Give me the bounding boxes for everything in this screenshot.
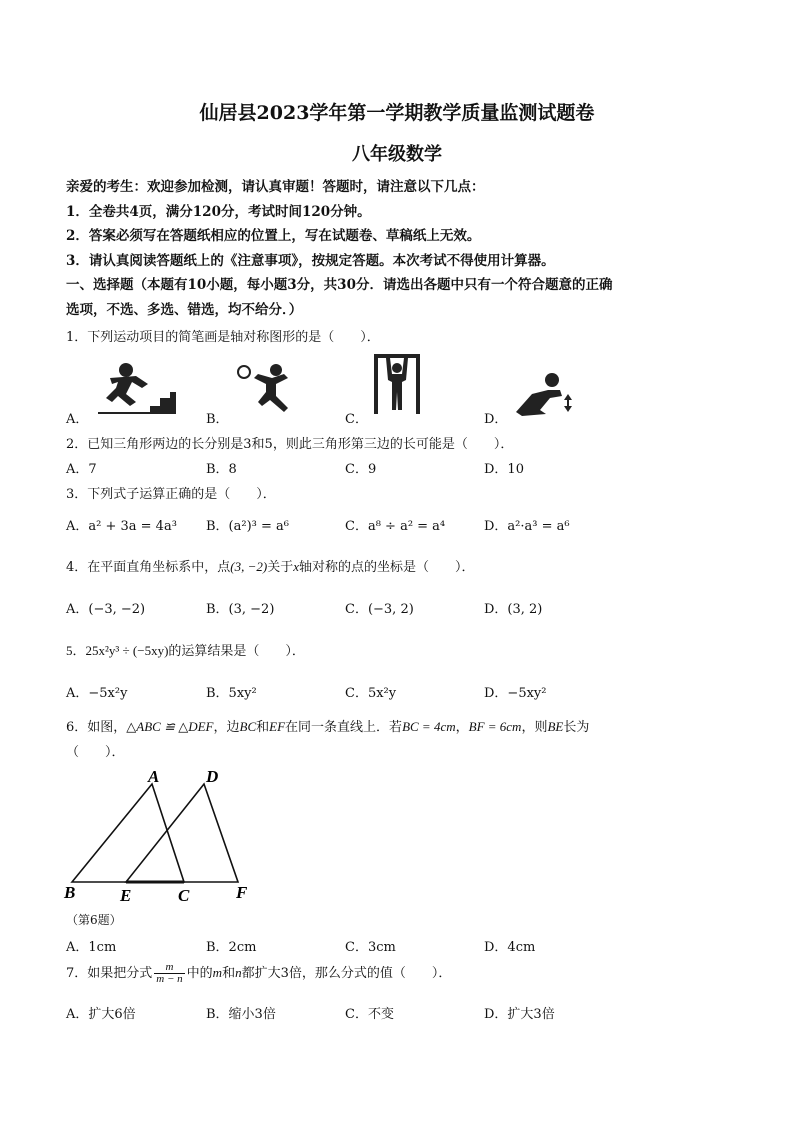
q6-option-c[interactable]: C．3cm [345, 940, 396, 955]
q7-var-n: n [235, 965, 242, 980]
q7-and: 和 [222, 966, 236, 981]
notes-item-3: 3．请认真阅读答题纸上的《注意事项》，按规定答题。本次考试不得使用计算器。 [66, 253, 555, 269]
q4-option-b[interactable]: B．(3, −2) [206, 602, 275, 617]
q4-option-d[interactable]: D．(3, 2) [484, 602, 543, 617]
q3-option-b[interactable]: B．(a²)³ = a⁶ [206, 519, 289, 534]
q4-stem [66, 556, 475, 575]
q6-stem-line1 [66, 716, 589, 735]
q6-cond2: BF = 6cm [468, 719, 522, 734]
q2-stem: 2．已知三角形两边的长分别是3和5，则此三角形第三边的长可能是（ ）． [66, 437, 514, 452]
q1-option-c[interactable]: C． [345, 412, 368, 427]
q4-point: (3, −2) [230, 559, 268, 574]
pull-up-bar-icon [372, 352, 422, 414]
q7-var-m: m [212, 965, 223, 980]
q4-option-c[interactable]: C．(−3, 2) [345, 602, 414, 617]
q4-axis-var: x [293, 559, 300, 574]
q6-comma: ， [455, 720, 469, 735]
q5-stem-post: 的运算结果是（ ）． [168, 644, 305, 659]
q7-frac-num: m [154, 962, 184, 974]
q7-fraction [154, 962, 184, 985]
exam-subtitle: 八年级数学 [352, 144, 442, 165]
q7-stem [66, 962, 451, 985]
q6-option-a[interactable]: A．1cm [66, 940, 117, 955]
q6-end: 长为 [563, 720, 590, 735]
q5-stem [66, 640, 305, 659]
q1-option-d[interactable]: D． [484, 412, 508, 427]
q3-option-a[interactable]: A．a² + 3a = 4a³ [66, 519, 177, 534]
q6-cond1: BC = 4cm [402, 719, 456, 734]
section-1-heading-line1: 一、选择题（本题有10小题，每小题3分，共30分．请选出各题中只有一个符合题意的正确 [66, 277, 613, 293]
q6-congruence: △ABC ≌ △DEF [126, 719, 214, 734]
notes-intro: 亲爱的考生：欢迎参加检测，请认真审题！答题时，请注意以下几点： [66, 179, 485, 195]
q2-option-a[interactable]: A．7 [66, 462, 97, 477]
q6-label-b: B [64, 883, 76, 902]
q7-mid: 中的 [186, 966, 213, 981]
q7-post: 都扩大3倍，那么分式的值（ ）． [241, 966, 452, 981]
q1-option-a[interactable]: A． [66, 412, 89, 427]
q4-stem-pre: 4．在平面直角坐标系中，点 [66, 560, 231, 575]
q3-option-c[interactable]: C．a⁸ ÷ a² = a⁴ [345, 519, 446, 534]
q6-label-f: F [236, 883, 248, 902]
q6-triangle-figure [60, 764, 260, 904]
notes-item-1: 1．全卷共4页，满分120分，考试时间120分钟。 [66, 204, 371, 220]
q7-pre: 7．如果把分式 [66, 966, 153, 981]
exam-title: 仙居县2023学年第一学期教学质量监测试题卷 [199, 102, 595, 124]
q6-bc: BC [239, 719, 257, 734]
q6-stem-line2: （ ）． [66, 745, 125, 760]
q6-mid2: 在同一条直线上．若 [285, 720, 403, 735]
volleyball-player-icon [236, 362, 298, 414]
q6-caption: （第6题） [66, 913, 122, 927]
q7-option-b[interactable]: B．缩小3倍 [206, 1007, 276, 1022]
q1-option-b[interactable]: B． [206, 412, 229, 427]
q6-post: ，则 [521, 720, 548, 735]
q4-stem-mid: 关于 [267, 560, 294, 575]
q3-stem: 3．下列式子运算正确的是（ ）． [66, 487, 276, 502]
q7-frac-den: m − n [156, 973, 183, 985]
section-1-heading-line2: 选项，不选、多选、错选，均不给分．） [66, 302, 303, 318]
q7-option-c[interactable]: C．不变 [345, 1007, 394, 1022]
q7-option-d[interactable]: D．扩大3倍 [484, 1007, 555, 1022]
sit-up-icon [512, 370, 574, 416]
q7-option-a[interactable]: A．扩大6倍 [66, 1007, 136, 1022]
q6-option-d[interactable]: D．4cm [484, 940, 536, 955]
q6-and: 和 [256, 720, 270, 735]
q2-option-b[interactable]: B．8 [206, 462, 237, 477]
q1-stem: 1．下列运动项目的简笔画是轴对称图形的是（ ）． [66, 330, 380, 345]
q6-label-e: E [120, 886, 132, 904]
notes-item-2: 2．答案必须写在答题纸相应的位置上，写在试题卷、草稿纸上无效。 [66, 228, 481, 244]
q5-option-b[interactable]: B．5xy² [206, 686, 257, 701]
q4-stem-post: 轴对称的点的坐标是（ ）． [299, 560, 475, 575]
q5-option-c[interactable]: C．5x²y [345, 686, 397, 701]
q6-mid: ，边 [213, 720, 240, 735]
q4-option-a[interactable]: A．(−3, −2) [66, 602, 146, 617]
q3-option-d[interactable]: D．a²·a³ = a⁶ [484, 519, 570, 534]
q6-label-a: A [148, 767, 160, 786]
q6-label-c: C [178, 886, 190, 904]
q6-option-b[interactable]: B．2cm [206, 940, 257, 955]
q5-option-a[interactable]: A．−5x²y [66, 686, 128, 701]
q6-label-d: D [206, 767, 219, 786]
q5-option-d[interactable]: D．−5xy² [484, 686, 547, 701]
q6-ef: EF [269, 719, 286, 734]
q6-pre: 6．如图， [66, 720, 127, 735]
q6-be: BE [547, 719, 564, 734]
q5-expression: 5．25x²y³ ÷ (−5xy) [66, 643, 169, 658]
running-stairs-icon [96, 362, 176, 414]
q2-option-c[interactable]: C．9 [345, 462, 377, 477]
q2-option-d[interactable]: D．10 [484, 462, 524, 477]
